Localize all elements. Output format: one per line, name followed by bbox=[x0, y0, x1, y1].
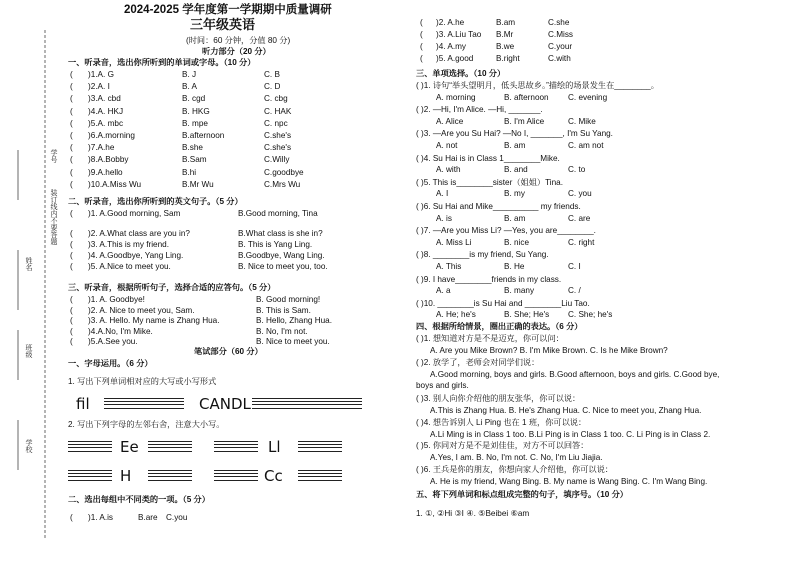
s1-option[interactable]: )6.A.morning bbox=[88, 131, 135, 140]
s3-option[interactable]: )4.A.No, I'm Mike. bbox=[88, 326, 153, 336]
answer-paren: ( bbox=[70, 262, 73, 271]
right-section-3-heading: 三、单项选择。（10 分） bbox=[416, 69, 506, 78]
s1-option[interactable]: )7.A.he bbox=[88, 143, 115, 153]
s2-option[interactable]: B.What class is she in? bbox=[238, 229, 323, 238]
s3-option[interactable]: )3. A. Hello. My name is Zhang Hua. bbox=[88, 316, 220, 326]
group-option[interactable]: C.she bbox=[548, 18, 570, 27]
mc-question: ( )7. —Are you Miss Li? —Yes, you are________. bbox=[416, 226, 596, 236]
mc-option[interactable]: A. He; he's bbox=[436, 310, 476, 320]
mc-option[interactable]: B. nice bbox=[504, 237, 530, 247]
answer-paren: ( bbox=[70, 167, 73, 177]
s2-option[interactable]: )2. A.What class are you in? bbox=[88, 229, 190, 238]
writing-lines-10 bbox=[298, 470, 342, 483]
situation-options[interactable]: A.Good morning, boys and girls. B.Good afternoon, boys and girls. C.Good bye, bbox=[430, 369, 720, 379]
s1-option[interactable]: C. cbg bbox=[264, 94, 288, 104]
writing-lines-1 bbox=[104, 398, 184, 411]
section-1-heading: 一、听录音，选出你所听到的单词或字母。（10 分） bbox=[68, 58, 256, 67]
mc-option[interactable]: A. not bbox=[436, 140, 458, 150]
s2-option[interactable]: )5. A.Nice to meet you. bbox=[88, 262, 171, 271]
s1-option[interactable]: B. HKG bbox=[182, 106, 210, 116]
letter-cc: Cc bbox=[264, 467, 283, 485]
writing-lines-4 bbox=[148, 441, 192, 454]
s1-option[interactable]: )2.A. I bbox=[88, 82, 110, 92]
s3-option[interactable]: B. Good morning! bbox=[256, 295, 321, 304]
mc-option[interactable]: B. am bbox=[504, 140, 526, 150]
situation-question: ( )6. 王兵是你的朋友，你想向家人介绍他，你可以说： bbox=[416, 465, 613, 474]
writing-lines-7 bbox=[68, 470, 112, 483]
mc-option[interactable]: A. This bbox=[436, 261, 462, 271]
mc-option[interactable]: C. are bbox=[568, 213, 591, 223]
letters-q1: 1. 写出下列单词相对应的大写或小写形式 bbox=[68, 377, 217, 386]
writing-lines-3 bbox=[68, 441, 112, 454]
s1-option[interactable]: B. A bbox=[182, 82, 198, 92]
binding-margin bbox=[0, 0, 60, 561]
answer-paren: ( bbox=[70, 82, 73, 92]
answer-paren: ( bbox=[70, 106, 73, 116]
section-4-heading: 一、字母运用。（6 分） bbox=[68, 359, 153, 368]
letter-h: H bbox=[120, 467, 132, 485]
word-fil: fil bbox=[76, 395, 90, 413]
mc-option[interactable]: B. and bbox=[504, 165, 528, 175]
mc-option[interactable]: B. my bbox=[504, 189, 525, 199]
answer-paren: ( bbox=[70, 305, 73, 315]
s2-option[interactable]: )4. A.Goodbye, Yang Ling. bbox=[88, 251, 184, 260]
answer-paren: ( bbox=[70, 70, 73, 79]
group-option[interactable]: )2. A.he bbox=[436, 18, 465, 27]
situation-options-cont[interactable]: boys and girls. bbox=[416, 381, 469, 390]
s2-option[interactable]: B.Good morning, Tina bbox=[238, 209, 318, 218]
answer-paren: ( bbox=[420, 30, 423, 39]
group-option[interactable]: )5. A.good bbox=[436, 54, 474, 63]
s2-option[interactable]: )1. A.Good morning, Sam bbox=[88, 209, 181, 218]
exam-meta: (时间：60 分钟，分值 80 分) bbox=[186, 36, 291, 45]
mc-question: ( )6. Su Hai and Mike__________ my friends. bbox=[416, 202, 581, 211]
written-heading: 笔试部分（60 分） bbox=[194, 347, 263, 356]
answer-paren: ( bbox=[70, 155, 73, 165]
answer-paren: ( bbox=[70, 209, 73, 218]
s2-option[interactable]: )3. A.This is my friend. bbox=[88, 240, 169, 249]
s5-row1-a[interactable]: )1. A.is bbox=[88, 513, 114, 522]
s5-row1-b[interactable]: B.are bbox=[138, 513, 158, 522]
writing-lines-8 bbox=[148, 470, 192, 483]
situation-options[interactable]: A.Li Ming is in Class 1 too. B.Li Ping is in Class 1 too. C. Li Ping is in Class 2. bbox=[430, 429, 711, 439]
mc-option[interactable]: C. evening bbox=[568, 92, 608, 102]
letter-ee: Ee bbox=[120, 438, 139, 456]
s1-option[interactable]: B.afternoon bbox=[182, 131, 225, 140]
class-label: 班级 bbox=[25, 344, 33, 359]
s3-option[interactable]: B. Hello, Zhang Hua. bbox=[256, 316, 333, 326]
s1-option[interactable]: C.she's bbox=[264, 131, 292, 140]
s3-option[interactable]: B. No, I'm not. bbox=[256, 326, 308, 336]
answer-paren: ( bbox=[70, 131, 73, 140]
situation-question: ( )3. 别人向你介绍他的朋友张华，你可以说： bbox=[416, 394, 581, 403]
mc-option[interactable]: C. to bbox=[568, 165, 586, 175]
mc-option[interactable]: C. right bbox=[568, 237, 595, 247]
s3-option[interactable]: )1. A. Goodbye! bbox=[88, 295, 145, 304]
s1-option[interactable]: C. npc bbox=[264, 118, 288, 128]
s1-option[interactable]: B.she bbox=[182, 143, 203, 153]
answer-paren: ( bbox=[70, 94, 73, 104]
writing-lines-9 bbox=[214, 470, 258, 483]
mc-question: ( )4. Su Hai is in Class 1________Mike. bbox=[416, 153, 560, 163]
s1-option[interactable]: C.she's bbox=[264, 143, 292, 153]
s1-option[interactable]: C.goodbye bbox=[264, 167, 304, 177]
right-section-4-heading: 四、根据所给情景，圈出正确的表达。（6 分） bbox=[416, 322, 583, 331]
mc-option[interactable]: B. many bbox=[504, 286, 535, 296]
word-candl: CANDL bbox=[199, 395, 251, 413]
s3-option[interactable]: B. Nice to meet you. bbox=[256, 337, 330, 347]
group-option[interactable]: B.right bbox=[496, 54, 520, 63]
answer-paren: ( bbox=[420, 54, 423, 63]
exam-subtitle: 三年级英语 bbox=[190, 17, 256, 32]
mc-option[interactable]: C. am not bbox=[568, 140, 604, 150]
s1-option[interactable]: )8.A.Bobby bbox=[88, 155, 129, 165]
group-option[interactable]: )3. A.Liu Tao bbox=[436, 30, 482, 39]
s3-option[interactable]: )5.A.See you. bbox=[88, 337, 138, 347]
group-option[interactable]: C.Miss bbox=[548, 30, 574, 39]
right-section-5-q1: 1. ①, ②Hi ③I ④. ⑤Beibei ⑥am bbox=[416, 509, 530, 518]
s3-option[interactable]: B. This is Sam. bbox=[256, 305, 311, 315]
group-option[interactable]: B.Mr bbox=[496, 30, 514, 39]
mc-question: ( )1. 诗句“举头望明月，低头思故乡。”描绘的场景发生在________。 bbox=[416, 81, 659, 90]
s1-option[interactable]: )3.A. cbd bbox=[88, 94, 121, 104]
mc-option[interactable]: C. / bbox=[568, 286, 581, 296]
situation-options[interactable]: A. He is my friend, Wang Bing. B. My name is Wang Bing. C. I'm Wang Bing. bbox=[430, 476, 708, 486]
school-label: 学校 bbox=[25, 439, 33, 454]
group-option[interactable]: B.we bbox=[496, 42, 515, 51]
s1-option[interactable]: )1.A. G bbox=[88, 70, 114, 79]
mc-question: ( )3. —Are you Su Hai? —No I, _______, I'm Su Yang. bbox=[416, 129, 613, 139]
mc-option[interactable]: B. She; He's bbox=[504, 310, 550, 320]
group-option[interactable]: )4. A.my bbox=[436, 42, 467, 51]
mc-question: ( )9. I have________friends in my class. bbox=[416, 274, 562, 284]
s1-option[interactable]: )4.A. HKJ bbox=[88, 106, 124, 116]
answer-paren: ( bbox=[70, 295, 73, 304]
mc-question: ( )5. This is________sister（姐姐）Tina. bbox=[416, 177, 563, 187]
binding-warning: 装订线内不要答题 bbox=[50, 189, 58, 246]
mc-option[interactable]: B. I'm Alice bbox=[504, 116, 545, 126]
s1-option[interactable]: )9.A.hello bbox=[88, 167, 123, 177]
s1-option[interactable]: C.Willy bbox=[264, 155, 290, 165]
writing-lines-5 bbox=[214, 441, 258, 454]
right-section-5-heading: 五、将下列单词和标点组成完整的句子，填序号。（10 分） bbox=[416, 490, 628, 499]
group-option[interactable]: C.with bbox=[548, 54, 571, 63]
group-option[interactable]: B.am bbox=[496, 18, 516, 27]
s2-option[interactable]: B.Goodbye, Wang Ling. bbox=[238, 251, 325, 260]
situation-options[interactable]: A.Yes, I am. B. No, I'm not. C. No, I'm Liu Jiajia. bbox=[430, 452, 603, 462]
mc-option[interactable]: A. I bbox=[436, 189, 449, 199]
s1-option[interactable]: B. mpe bbox=[182, 118, 208, 128]
answer-paren: ( bbox=[70, 316, 73, 326]
section-5-heading: 二、选出每组中不同类的一项。（5 分） bbox=[68, 495, 210, 504]
answer-paren: ( bbox=[70, 229, 73, 238]
mc-option[interactable]: C. She; he's bbox=[568, 310, 613, 320]
mc-option[interactable]: B. He bbox=[504, 261, 525, 271]
s1-option[interactable]: C. D bbox=[264, 82, 281, 92]
mc-option[interactable]: C. Mike bbox=[568, 116, 596, 126]
writing-lines-6 bbox=[298, 441, 342, 454]
answer-paren: ( bbox=[70, 240, 73, 249]
mc-option[interactable]: A. morning bbox=[436, 92, 476, 102]
answer-paren: ( bbox=[70, 326, 73, 336]
s2-option[interactable]: B. Nice to meet you, too. bbox=[238, 262, 328, 271]
mc-option[interactable]: A. Alice bbox=[436, 116, 464, 126]
mc-option[interactable]: B. am bbox=[504, 213, 526, 223]
s1-option[interactable]: C.Mrs Wu bbox=[264, 179, 301, 189]
s1-option[interactable]: B.hi bbox=[182, 167, 197, 177]
s1-option[interactable]: B. J bbox=[182, 70, 197, 79]
mc-option[interactable]: C. I bbox=[568, 261, 581, 271]
answer-paren: ( bbox=[70, 118, 73, 128]
answer-paren: ( bbox=[420, 42, 423, 51]
s5-row1-c[interactable]: C.you bbox=[166, 513, 188, 522]
exam-title: 2024-2025 学年度第一学期期中质量调研 bbox=[124, 4, 332, 16]
situation-question: ( )1. 想知道对方是不是迈克，你可以问： bbox=[416, 334, 564, 343]
mc-question: ( )2. —Hi, I'm Alice. —Hi, _______. bbox=[416, 105, 543, 115]
student-number-label: 学号 bbox=[50, 149, 58, 164]
s1-option[interactable]: )10.A.Miss Wu bbox=[88, 179, 142, 189]
situation-options[interactable]: A.This is Zhang Hua. B. He's Zhang Hua. C. Nice to meet you, Zhang Hua. bbox=[430, 405, 702, 415]
mc-option[interactable]: B. afternoon bbox=[504, 92, 549, 102]
situation-question: ( )4. 想告诉别人 Li Ping 也在 1 班，你可以说： bbox=[416, 418, 587, 427]
mc-option[interactable]: A. a bbox=[436, 286, 451, 296]
s1-option[interactable]: C. HAK bbox=[264, 106, 292, 116]
answer-paren: ( bbox=[420, 18, 423, 27]
paren-open: ( bbox=[70, 513, 73, 522]
s1-option[interactable]: )5.A. mbc bbox=[88, 118, 124, 128]
group-option[interactable]: C.your bbox=[548, 42, 573, 51]
letters-q2: 2. 写出下列字母的左邻右舍，注意大小写。 bbox=[68, 420, 225, 429]
s1-option[interactable]: C. B bbox=[264, 70, 280, 79]
answer-paren: ( bbox=[70, 143, 73, 153]
mc-option[interactable]: A. Miss Li bbox=[436, 237, 472, 247]
situation-options[interactable]: A. Are you Mike Brown? B. I'm Mike Brown. C. Is he Mike Brown? bbox=[430, 345, 668, 355]
mc-option[interactable]: A. is bbox=[436, 213, 452, 223]
answer-paren: ( bbox=[70, 179, 73, 189]
listening-heading: 听力部分（20 分） bbox=[202, 47, 271, 56]
binding-dashed-lines bbox=[0, 0, 60, 561]
mc-question: ( )8. ________is my friend, Su Yang. bbox=[416, 250, 549, 260]
situation-question: ( )5. 你同对方是不是刘佳佳，对方不可以回答： bbox=[416, 441, 589, 450]
answer-paren: ( bbox=[70, 251, 73, 260]
s2-option[interactable]: B. This is Yang Ling. bbox=[238, 240, 313, 249]
mc-option[interactable]: C. you bbox=[568, 189, 592, 199]
answer-paren: ( bbox=[70, 337, 73, 347]
section-2-heading: 二、听录音，选出你所听到的英文句子。（5 分） bbox=[68, 197, 243, 206]
section-3-heading: 三、听录音，根据所听句子，选择合适的应答句。（5 分） bbox=[68, 283, 276, 292]
s3-option[interactable]: )2. A. Nice to meet you, Sam. bbox=[88, 305, 195, 315]
situation-question: ( )2. 放学了，老师会对同学们说： bbox=[416, 358, 540, 367]
s1-option[interactable]: B.Sam bbox=[182, 155, 207, 165]
letter-ll: Ll bbox=[268, 438, 281, 456]
name-label: 姓名 bbox=[25, 257, 33, 272]
mc-question: ( )10. ________is Su Hai and ________Liu Tao. bbox=[416, 298, 590, 308]
s1-option[interactable]: B.Mr Wu bbox=[182, 179, 214, 189]
mc-option[interactable]: A. with bbox=[436, 165, 461, 175]
writing-lines-2 bbox=[252, 398, 362, 411]
s1-option[interactable]: B. cgd bbox=[182, 94, 206, 104]
